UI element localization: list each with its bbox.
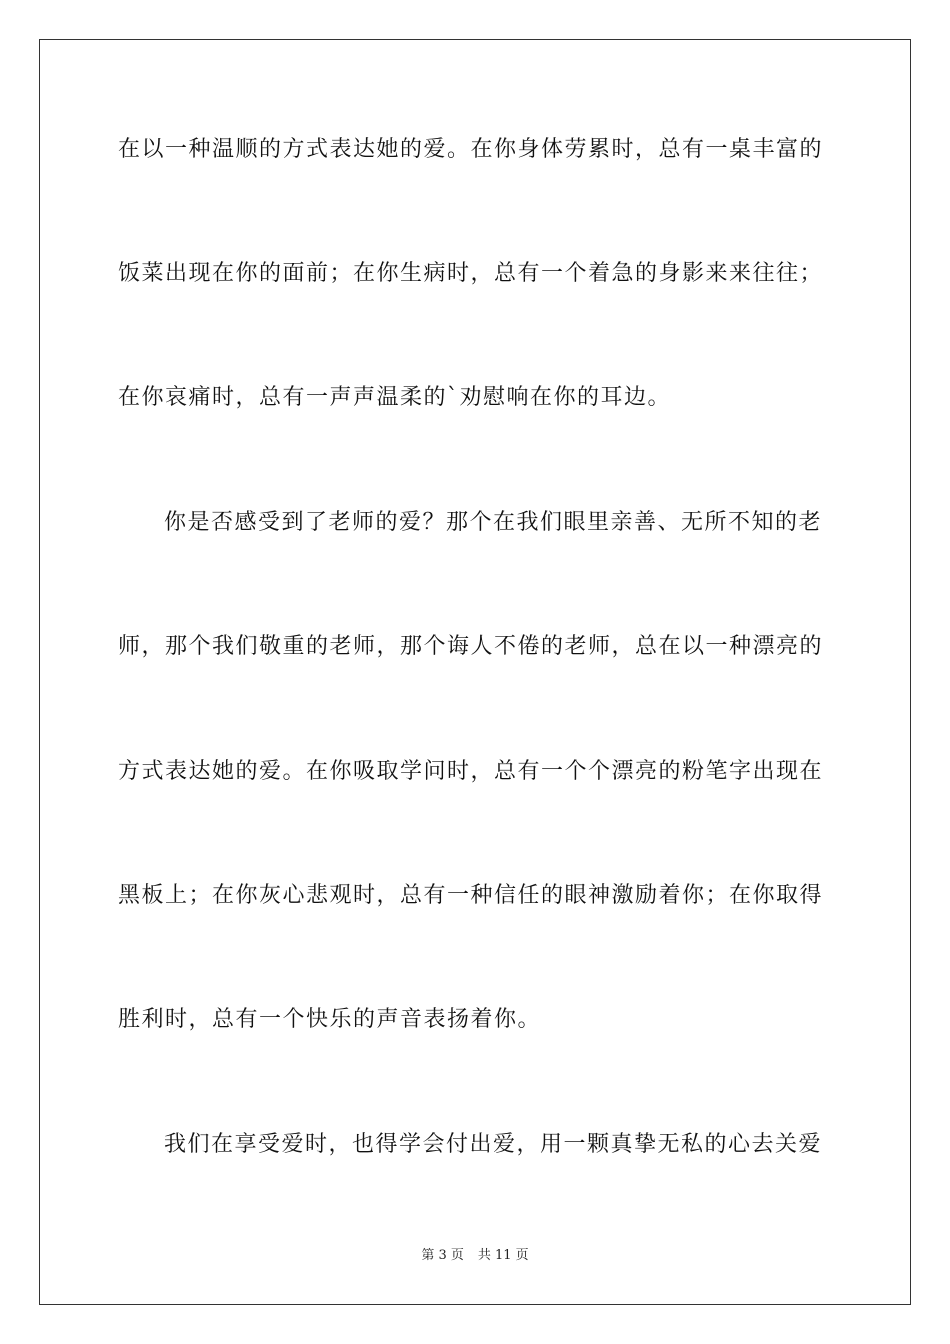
text-line-5: 师，那个我们敬重的老师，那个诲人不倦的老师，总在以一种漂亮的 bbox=[118, 634, 824, 659]
paragraph-start-line-4: 你是否感受到了老师的爱？那个在我们眼里亲善、无所不知的老 bbox=[164, 510, 823, 535]
page-border bbox=[39, 39, 911, 1305]
paragraph-start-line-9: 我们在享受爱时，也得学会付出爱，用一颗真挚无私的心去关爱 bbox=[164, 1132, 823, 1157]
text-line-6: 方式表达她的爱。在你吸取学问时，总有一个个漂亮的粉笔字出现在 bbox=[118, 759, 824, 784]
total-pages: 共 11 页 bbox=[477, 1248, 529, 1263]
text-line-3: 在你哀痛时，总有一声声温柔的`劝慰响在你的耳边。 bbox=[118, 385, 672, 410]
text-line-1: 在以一种温顺的方式表达她的爱。在你身体劳累时，总有一桌丰富的 bbox=[118, 137, 824, 162]
text-line-2: 饭菜出现在你的面前；在你生病时，总有一个着急的身影来来往往； bbox=[118, 261, 824, 286]
page-footer bbox=[0, 1247, 950, 1265]
page-number: 第 3 页 bbox=[421, 1248, 464, 1263]
text-line-8: 胜利时，总有一个快乐的声音表扬着你。 bbox=[118, 1007, 542, 1032]
text-line-7: 黑板上；在你灰心悲观时，总有一种信任的眼神激励着你；在你取得 bbox=[118, 883, 824, 908]
